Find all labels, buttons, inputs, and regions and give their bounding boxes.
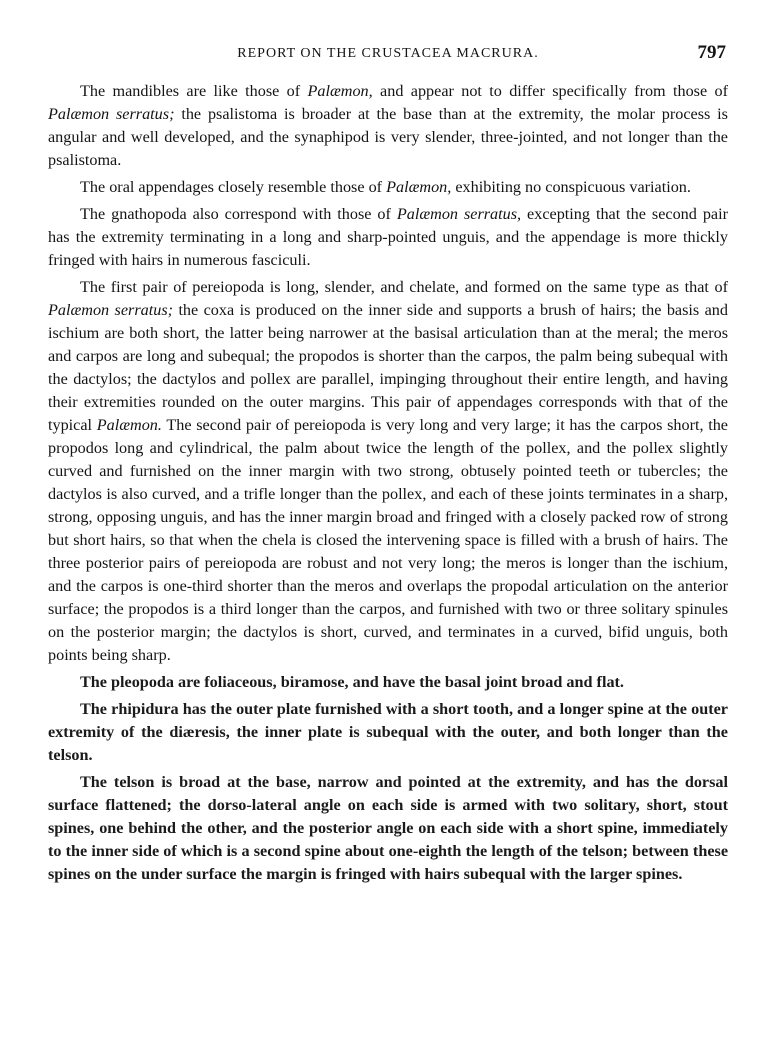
italic-term: Palæmon serratus; [48, 301, 174, 319]
text-run: The gnathopoda also correspond with those of [80, 205, 397, 223]
body-text [48, 80, 728, 886]
running-title: REPORT ON THE CRUSTACEA MACRURA. [237, 46, 539, 61]
text-run: the psalistoma is broader at the base than at the extremity, the molar process is angular and well developed, and the synaphipod is very slender, three-jointed, and not longer than the psalistoma. [48, 105, 728, 169]
text-run: The rhipidura has the outer plate furnished with a short tooth, and a longer spine at the outer extremity of the diæresis, the inner plate is subequal with the outer, and both longer than the telson. [48, 700, 728, 764]
page-number: 797 [697, 42, 726, 63]
text-run: The telson is broad at the base, narrow and pointed at the extremity, and has the dorsal surface flattened; the dorso-lateral angle on each side is armed with two solitary, short, stout spines, one behind the other, and the posterior angle on each side with a short spine, immediately to the inner side of which is a second spine about one-eighth the length of the telson; between these spines on the under surface the margin is fringed with hairs subequal with the larger spines. [48, 773, 728, 883]
text-run: The mandibles are like those of [80, 82, 308, 100]
italic-term: Palæmon, [386, 178, 452, 196]
paragraph-oral-appendages [48, 176, 728, 199]
italic-term: Palæmon, [307, 82, 373, 100]
text-run: and appear not to differ specifically from those of [372, 82, 728, 100]
text-run: exhibiting no conspicuous variation. [451, 178, 691, 196]
text-run: The second pair of pereiopoda is very long and very large; it has the carpos short, the propodos long and cylindrical, the palm about twice the length of the pollex, and the pollex slightly curved and furnished on the inner margin with two strong, obtusely pointed teeth or tubercles; the dactylos is also curved, and a trifle longer than the pollex, and each of these joints terminates in a sharp, strong, opposing unguis, and has the inner margin broad and fringed with a closely packed row of strong but short hairs, so that when the chela is closed the intervening space is filled with a brush of hairs. The three posterior pairs of pereiopoda are robust and not very long; the meros is longer than the ischium, and the carpos is one-third shorter than the meros and overlaps the propodal articulation on the anterior surface; the propodos is a third longer than the carpos, and furnished with two or three solitary spinules on the posterior margin; the dactylos is short, curved, and terminates in a curved, bifid unguis, both points being sharp. [48, 416, 728, 664]
paragraph-mandibles [48, 80, 728, 172]
italic-term: Palæmon. [96, 416, 162, 434]
paragraph-telson [48, 771, 728, 886]
text-run: excepting that the second pair has the extremity terminating in a long and sharp-pointed unguis, and the appendage is more thickly fringed with hairs in numerous fasciculi. [48, 205, 728, 269]
italic-term: Palæmon serratus; [48, 105, 175, 123]
paragraph-gnathopoda [48, 203, 728, 272]
paragraph-pleopoda [48, 671, 728, 694]
text-run: the coxa is produced on the inner side and supports a brush of hairs; the basis and ischium are both short, the latter being narrower at the basisal articulation than at the meral; the meros and carpos are long and subequal; the propodos is shorter than the carpos, the palm being subequal with the dactylos; the dactylos and pollex are parallel, impinging throughout their entire length, and having their extremities rounded on the outer margins. This pair of appendages corresponds with that of the typical [48, 301, 728, 434]
text-run: The first pair of pereiopoda is long, slender, and chelate, and formed on the same type as that of [80, 278, 728, 296]
italic-term: Palæmon serratus, [396, 205, 522, 223]
text-run: The oral appendages closely resemble those of [80, 178, 387, 196]
paragraph-pereiopoda [48, 276, 728, 667]
text-run: The pleopoda are foliaceous, biramose, and have the basal joint broad and flat. [80, 673, 624, 691]
running-head [48, 38, 728, 68]
paragraph-rhipidura [48, 698, 728, 767]
